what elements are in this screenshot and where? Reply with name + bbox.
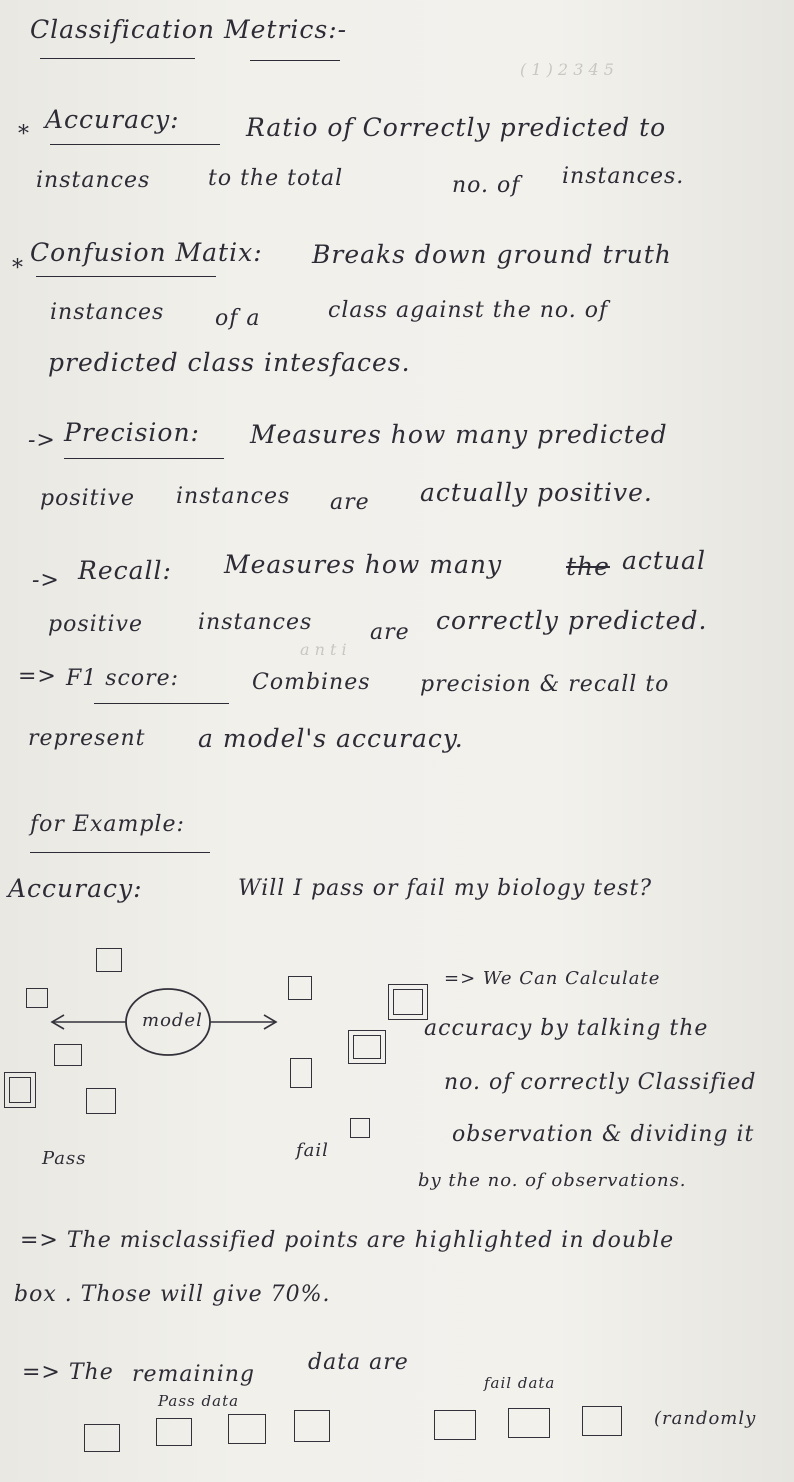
- randomly-label: (randomly: [654, 1408, 757, 1429]
- fail-data-box: [508, 1408, 550, 1438]
- fail-box: [288, 976, 312, 1000]
- bullet-confusion: *: [12, 256, 24, 281]
- example-question-term: Accuracy:: [8, 874, 143, 903]
- precision-line2b: instances: [176, 484, 291, 509]
- misclassified-line2: box . Those will give 70%.: [14, 1282, 331, 1307]
- confusion-line2c: class against the no. of: [328, 298, 609, 323]
- explanation-line: no. of correctly Classified: [444, 1070, 757, 1095]
- pass-box: [26, 988, 48, 1008]
- fail-double-box: [348, 1030, 386, 1064]
- recall-line1b: actual: [622, 546, 706, 575]
- f1-term: F1 score:: [66, 666, 180, 691]
- f1-line2a: represent: [28, 726, 146, 751]
- pass-box: [86, 1088, 116, 1114]
- pass-data-box: [228, 1414, 266, 1444]
- example-question: Will I pass or fail my biology test?: [238, 876, 653, 901]
- bullet-accuracy: *: [18, 122, 30, 147]
- ghost-scribble: a n t i: [300, 640, 347, 659]
- precision-term: Precision:: [64, 418, 200, 447]
- pass-data-box: [84, 1424, 120, 1452]
- fail-data-box: [434, 1410, 476, 1440]
- recall-line2a: positive: [48, 612, 143, 637]
- recall-term: Recall:: [78, 556, 172, 585]
- confusion-line1: Breaks down ground truth: [312, 240, 672, 269]
- recall-line1: Measures how many: [224, 550, 503, 579]
- bullet-precision: ->: [28, 428, 56, 453]
- bullet-f1: =>: [18, 664, 57, 689]
- fail-double-box: [388, 984, 428, 1020]
- precision-line2a: positive: [40, 486, 135, 511]
- explanation-line: accuracy by talking the: [424, 1016, 709, 1041]
- accuracy-line2c: no. of: [452, 173, 521, 198]
- explanation-line: by the no. of observations.: [418, 1170, 687, 1191]
- remaining-rest: data are: [308, 1350, 409, 1375]
- precision-line1: Measures how many predicted: [250, 420, 668, 449]
- page-title: Classification Metrics:-: [30, 15, 348, 44]
- accuracy-line2b: to the total: [208, 166, 344, 191]
- pass-box: [54, 1044, 82, 1066]
- example-heading: for Example:: [30, 812, 185, 837]
- confusion-line2a: instances: [50, 300, 165, 325]
- fail-data-box: [582, 1406, 622, 1436]
- fail-data-label: fail data: [484, 1374, 556, 1392]
- ghost-top-right: ( 1 ) 2 3 4 5: [520, 60, 614, 79]
- fail-box: [290, 1058, 312, 1088]
- recall-line2c: are: [370, 620, 410, 645]
- confusion-term: Confusion Matix:: [30, 238, 263, 267]
- confusion-line3: predicted class intesfaces.: [48, 348, 411, 377]
- accuracy-line1: Ratio of Correctly predicted to: [246, 113, 667, 142]
- misclassified-line1: => The misclassified points are highlighted in double: [20, 1228, 675, 1253]
- explanation-line: => We Can Calculate: [444, 968, 661, 989]
- accuracy-term: Accuracy:: [45, 105, 180, 134]
- confusion-line2b: of a: [215, 306, 261, 331]
- pass-data-label: Pass data: [158, 1392, 240, 1410]
- accuracy-line2d: instances.: [562, 164, 685, 189]
- accuracy-line2a: instances: [36, 168, 151, 193]
- fail-box: [350, 1118, 370, 1138]
- remaining-prefix: => The: [22, 1360, 114, 1385]
- pass-data-box: [156, 1418, 192, 1446]
- f1-line1a: Combines: [252, 670, 371, 695]
- f1-line1b: precision & recall to: [420, 672, 670, 697]
- remaining-word: remaining: [132, 1362, 256, 1387]
- recall-struck: the: [566, 552, 610, 581]
- precision-line2c: are: [330, 490, 370, 515]
- f1-line2b: a model's accuracy.: [198, 724, 464, 753]
- pass-label: Pass: [42, 1148, 87, 1169]
- recall-line2d: correctly predicted.: [436, 606, 708, 635]
- model-label: model: [142, 1010, 203, 1031]
- fail-label: fail: [296, 1140, 329, 1161]
- recall-line2b: instances: [198, 610, 313, 635]
- pass-box: [96, 948, 122, 972]
- bullet-recall: ->: [32, 568, 60, 593]
- precision-line2d: actually positive.: [420, 478, 653, 507]
- pass-double-box: [4, 1072, 36, 1108]
- pass-data-box: [294, 1410, 330, 1442]
- explanation-line: observation & dividing it: [452, 1122, 755, 1147]
